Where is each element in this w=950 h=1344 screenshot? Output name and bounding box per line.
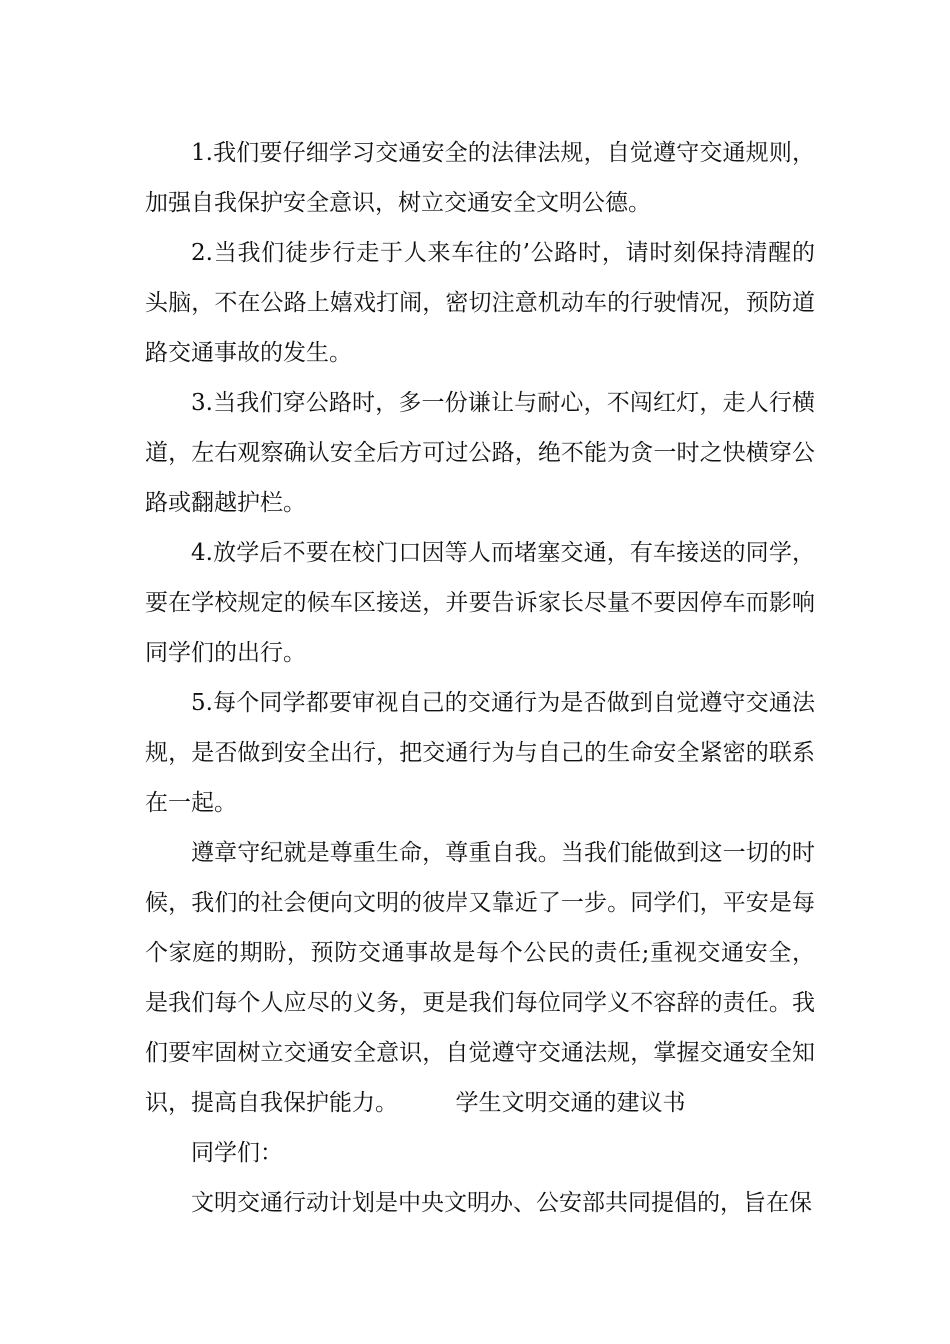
document-body <box>145 128 815 1228</box>
paragraph-4: 4.放学后不要在校门口因等人而堵塞交通，有车接送的同学，要在学校规定的候车区接送，并要告诉家长尽量不要因停车而影响同学们的出行。 <box>145 540 815 666</box>
paragraph-5: 5.每个同学都要审视自己的交通行为是否做到自觉遵守交通法规，是否做到安全出行，把交通行为与自己的生命安全紧密的联系在一起。 <box>145 690 815 816</box>
paragraph-8: 文明交通行动计划是中央文明办、公安部共同提倡的，旨在保 <box>191 1190 812 1216</box>
paragraph-1: 1.我们要仔细学习交通安全的法律法规，自觉遵守交通规则，加强自我保护安全意识，树立交通安全文明公德。 <box>145 140 815 216</box>
salutation: 同学们： <box>191 1140 283 1166</box>
paragraph-6: 遵章守纪就是尊重生命，尊重自我。当我们能做到这一切的时候，我们的社会便向文明的彼岸又靠近了一步。同学们，平安是每个家庭的期盼，预防交通事故是每个公民的责任;重视交通安全，是我们每个人应尽的义务，更是我们每位同学义不容辞的责任。我们要牢固树立交通安全意识，自觉遵守交通法规，掌握交通安全知识，提高自我保护能力。 学生文明交通的建议书 <box>145 840 815 1116</box>
paragraph-3: 3.当我们穿公路时，多一份谦让与耐心，不闯红灯，走人行横道，左右观察确认安全后方可过公路，绝不能为贪一时之快横穿公路或翻越护栏。 <box>145 390 815 516</box>
paragraph-2: 2.当我们徒步行走于人来车往的’公路时，请时刻保持清醒的头脑，不在公路上嬉戏打闹，密切注意机动车的行驶情况，预防道路交通事故的发生。 <box>145 240 815 366</box>
